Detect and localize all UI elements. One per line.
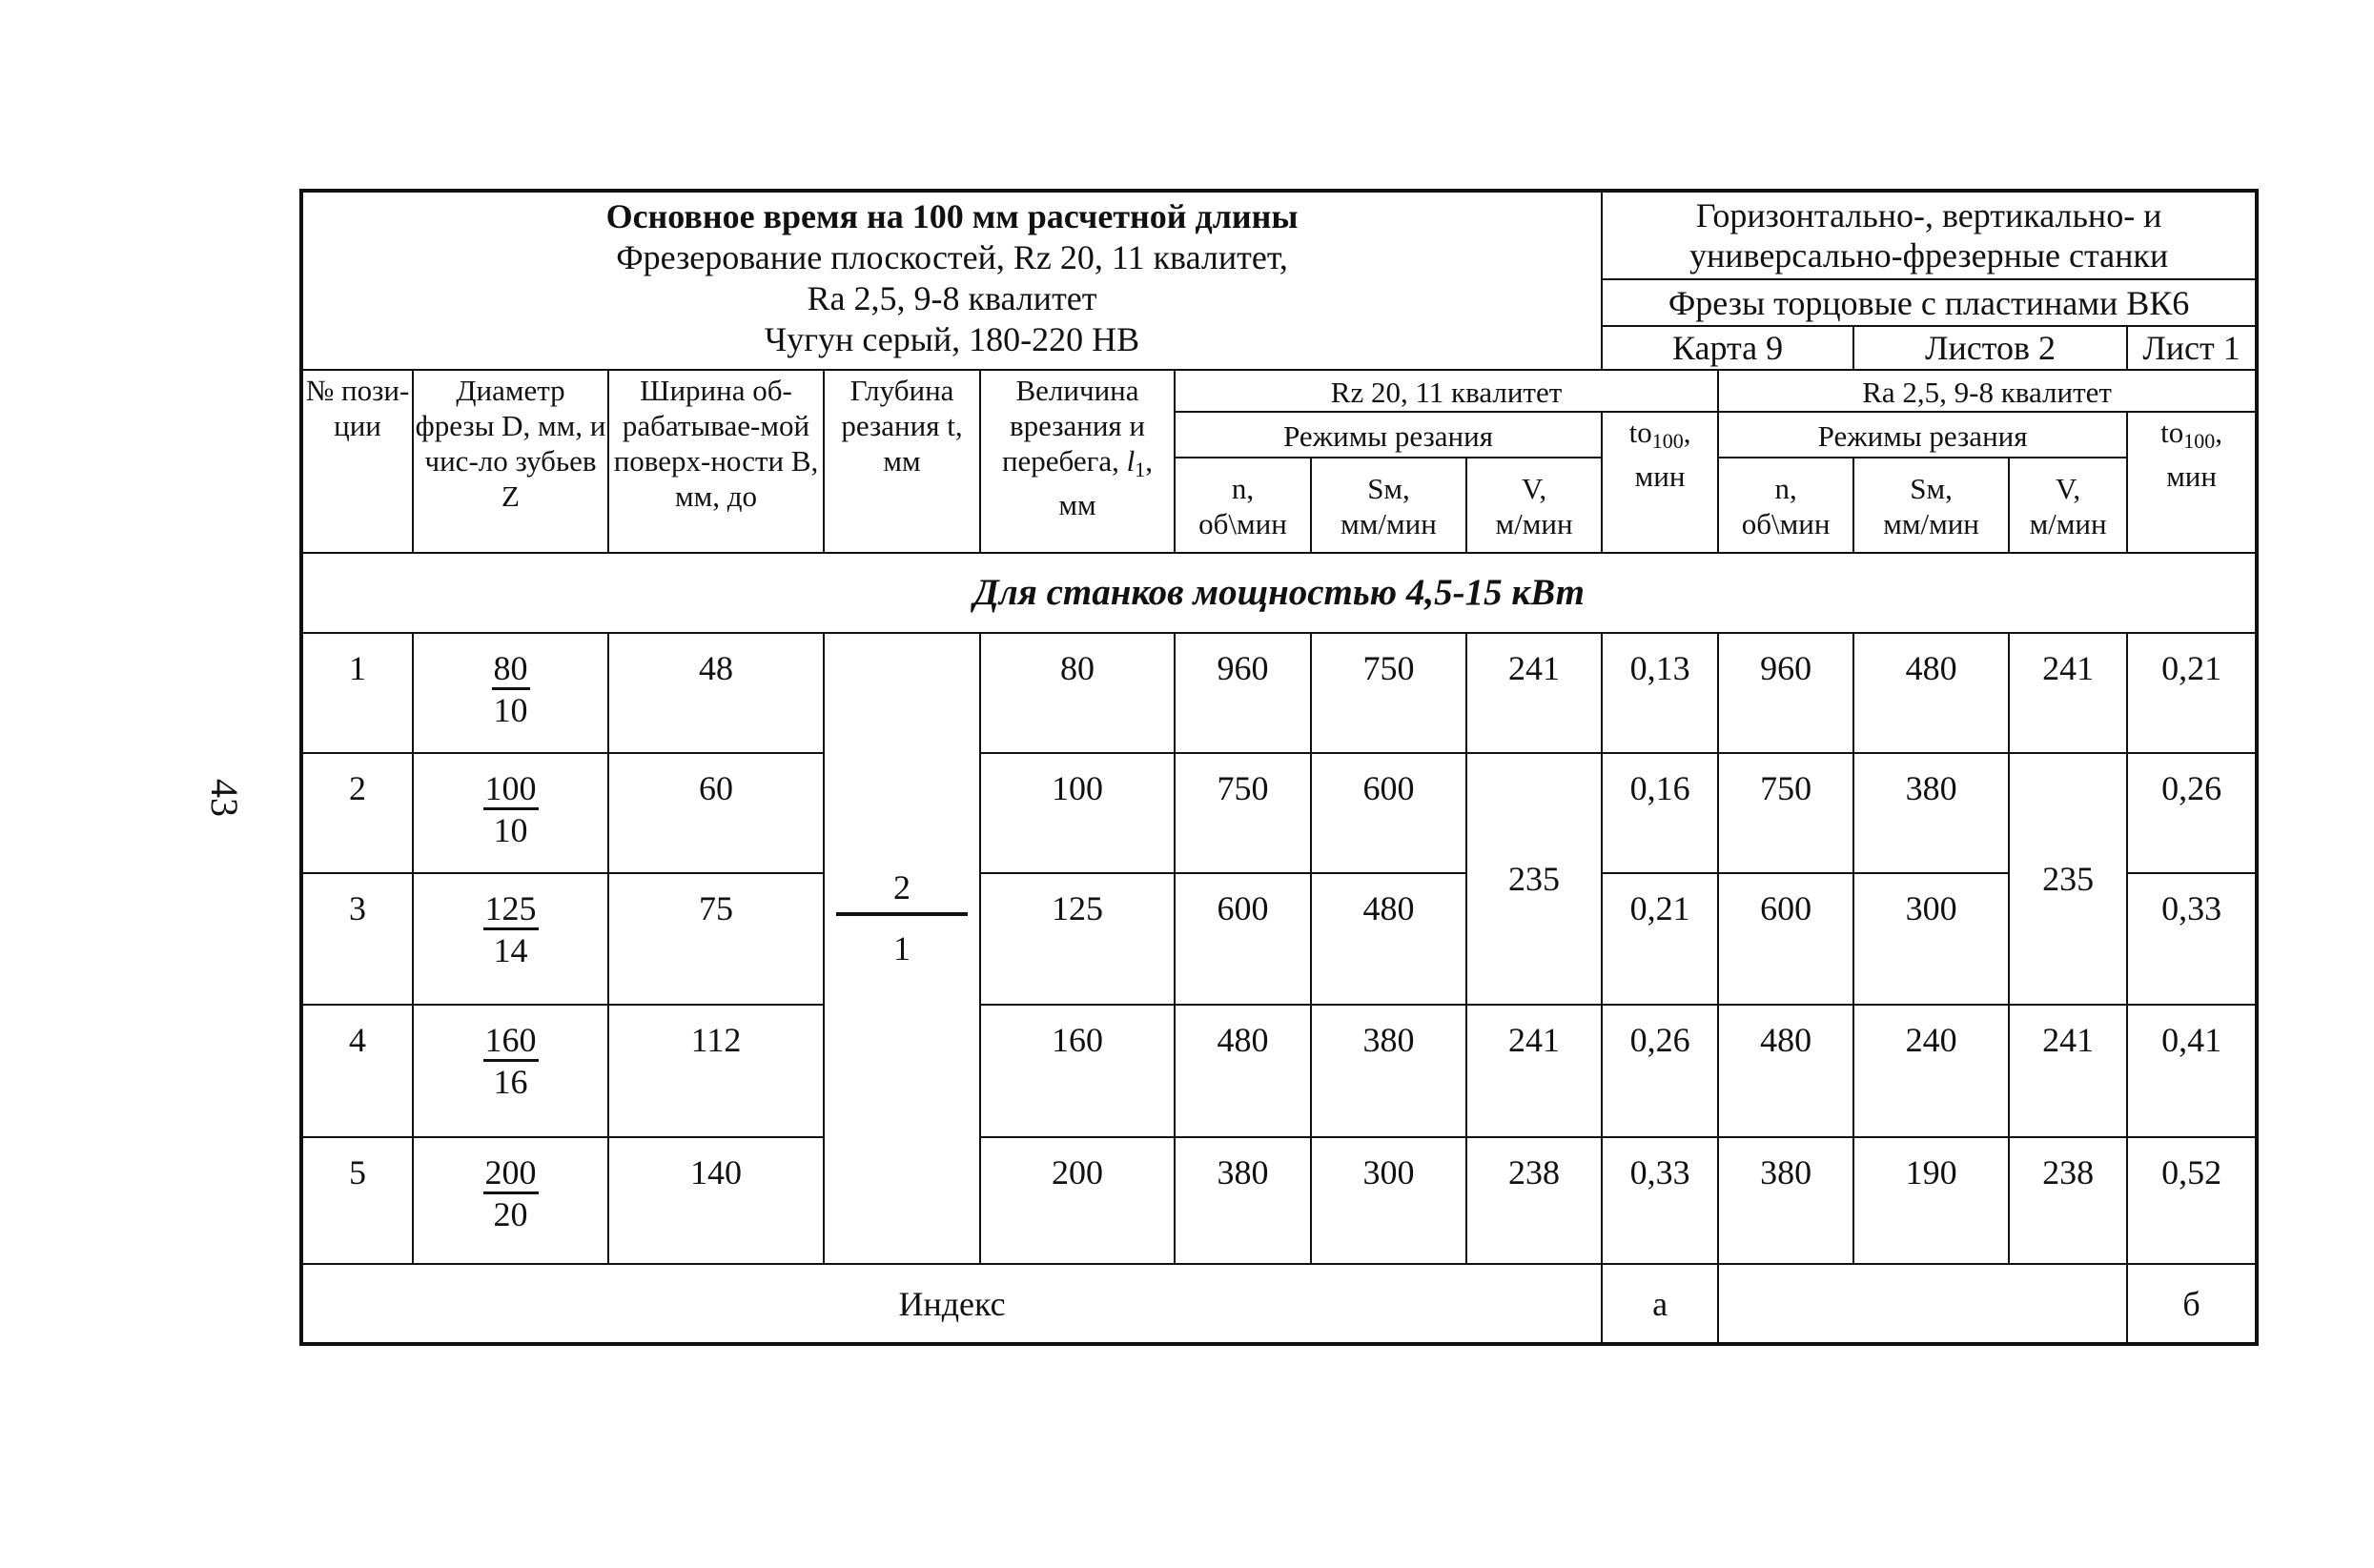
- to-rz-base: to: [1628, 416, 1652, 449]
- cell-pos: 5: [301, 1137, 413, 1264]
- v-rz-unit: м/мин: [1495, 507, 1573, 540]
- cell-to-rz20: 0,33: [1602, 1137, 1718, 1264]
- table-row: [301, 1137, 2257, 1264]
- cell-s-rz20: 480: [1311, 873, 1466, 1005]
- cell-depth: [824, 633, 980, 1264]
- cell-s-rz20: 600: [1311, 753, 1466, 873]
- cell-v-ra25-merged: 235: [2009, 753, 2127, 1005]
- index-a: а: [1602, 1264, 1718, 1344]
- title-line-4: Чугун серый, 180-220 НВ: [764, 320, 1140, 358]
- cell-n-rz20: 480: [1175, 1005, 1311, 1137]
- norm-card-table: [299, 189, 2259, 1346]
- teeth-value: 14: [493, 931, 528, 969]
- table-row: [301, 753, 2257, 873]
- cell-n-ra25: 960: [1718, 633, 1853, 753]
- title-line-1: Основное время на 100 мм расчетной длины: [605, 197, 1299, 235]
- cell-n-ra25: 750: [1718, 753, 1853, 873]
- col-approach-sub: 1: [1135, 458, 1146, 481]
- col-s-ra25: [1853, 458, 2009, 553]
- col-n-rz20: [1175, 458, 1311, 553]
- machine-types: Горизонтально-, вертикально- и универсально-фрезерные станки: [1602, 191, 2257, 279]
- col-v-rz20: [1466, 458, 1602, 553]
- table-row: [301, 873, 2257, 1005]
- cell-n-ra25: 600: [1718, 873, 1853, 1005]
- diameter-value: 80: [492, 649, 530, 690]
- col-s-rz20: [1311, 458, 1466, 553]
- cell-to-rz20: 0,16: [1602, 753, 1718, 873]
- modes-ra25: Режимы резания: [1718, 412, 2127, 458]
- cell-pos: 1: [301, 633, 413, 753]
- cell-width: 112: [608, 1005, 824, 1137]
- table-row: [301, 1005, 2257, 1137]
- cell-n-rz20: 380: [1175, 1137, 1311, 1264]
- cell-v-ra25: 241: [2009, 633, 2127, 753]
- cell-pos: 4: [301, 1005, 413, 1137]
- v-ra-unit: м/мин: [2029, 507, 2107, 540]
- col-approach-text: Величина врезания и перебега,: [1001, 374, 1146, 478]
- cell-width: 140: [608, 1137, 824, 1264]
- cell-to-ra25: 0,52: [2127, 1137, 2257, 1264]
- modes-rz20: Режимы резания: [1175, 412, 1602, 458]
- cell-to-ra25: 0,26: [2127, 753, 2257, 873]
- teeth-value: 20: [493, 1195, 528, 1233]
- cell-approach: 125: [980, 873, 1175, 1005]
- index-b: б: [2127, 1264, 2257, 1344]
- to-rz-sub: 100: [1651, 429, 1684, 453]
- cell-width: 48: [608, 633, 824, 753]
- cell-v-rz20-merged: 235: [1466, 753, 1602, 1005]
- col-to-ra25: $to_{100}$, мин: [2127, 412, 2257, 553]
- diameter-value: 200: [483, 1153, 539, 1194]
- cell-v-ra25: 238: [2009, 1137, 2127, 1264]
- cell-to-ra25: 0,21: [2127, 633, 2257, 753]
- title-line-3: Ra 2,5, 9-8 квалитет: [807, 279, 1097, 317]
- teeth-value: 10: [493, 811, 528, 849]
- index-empty: [1718, 1264, 2127, 1344]
- cell-diameter: [413, 753, 608, 873]
- diameter-value: 160: [483, 1021, 539, 1062]
- cell-to-ra25: 0,41: [2127, 1005, 2257, 1137]
- sheet-count: Листов 2: [1853, 326, 2127, 370]
- to-ra-base: to: [2160, 416, 2184, 449]
- cell-diameter: [413, 873, 608, 1005]
- col-diameter: Диаметр фрезы D, мм, и чис-ло зубьев Z: [413, 370, 608, 553]
- cell-v-rz20: 241: [1466, 1005, 1602, 1137]
- col-v-ra25: [2009, 458, 2127, 553]
- sheet-number: Лист 1: [2127, 326, 2257, 370]
- page-number: 43: [203, 779, 246, 817]
- diameter-value: 125: [483, 889, 539, 930]
- cell-width: 75: [608, 873, 824, 1005]
- cell-pos: 2: [301, 753, 413, 873]
- s-rz-unit: мм/мин: [1340, 507, 1437, 540]
- cell-to-rz20: 0,26: [1602, 1005, 1718, 1137]
- cell-to-ra25: 0,33: [2127, 873, 2257, 1005]
- teeth-value: 16: [493, 1063, 528, 1101]
- table-row: [301, 633, 2257, 753]
- diameter-value: 100: [483, 769, 539, 810]
- cell-v-ra25: 241: [2009, 1005, 2127, 1137]
- cell-s-ra25: 300: [1853, 873, 2009, 1005]
- card-number: Карта 9: [1602, 326, 1853, 370]
- cell-diameter: [413, 1137, 608, 1264]
- cell-n-rz20: 600: [1175, 873, 1311, 1005]
- to-rz-unit: мин: [1634, 459, 1686, 493]
- cell-to-rz20: 0,21: [1602, 873, 1718, 1005]
- cell-diameter: [413, 633, 608, 753]
- cell-n-rz20: 750: [1175, 753, 1311, 873]
- depth-value-top: 2: [836, 868, 968, 916]
- cell-pos: 3: [301, 873, 413, 1005]
- cell-s-rz20: 300: [1311, 1137, 1466, 1264]
- cell-n-ra25: 480: [1718, 1005, 1853, 1137]
- col-to-rz20: $to_{100}$, мин: [1602, 412, 1718, 553]
- cell-v-rz20: 238: [1466, 1137, 1602, 1264]
- section-title: Для станков мощностью 4,5-15 кВт: [301, 553, 2257, 633]
- col-n-ra25: [1718, 458, 1853, 553]
- col-approach: [980, 370, 1175, 553]
- cell-n-rz20: 960: [1175, 633, 1311, 753]
- n-rz-label: n,: [1231, 472, 1255, 505]
- cell-approach: 80: [980, 633, 1175, 753]
- cell-s-ra25: 190: [1853, 1137, 2009, 1264]
- col-approach-symbol: l: [1126, 444, 1136, 478]
- s-ra-unit: мм/мин: [1883, 507, 1979, 540]
- teeth-value: 10: [493, 691, 528, 729]
- cell-s-ra25: 380: [1853, 753, 2009, 873]
- col-width: Ширина об-рабатывае-мой поверх-ности В, мм, до: [608, 370, 824, 553]
- v-ra-label: V,: [2056, 472, 2081, 505]
- v-rz-label: V,: [1521, 472, 1547, 505]
- cutter-types: Фрезы торцовые с пластинами ВК6: [1602, 279, 2257, 326]
- card-title: [301, 191, 1602, 370]
- cell-s-ra25: 480: [1853, 633, 2009, 753]
- cell-approach: 200: [980, 1137, 1175, 1264]
- depth-value-bottom: 1: [893, 929, 911, 967]
- cell-n-ra25: 380: [1718, 1137, 1853, 1264]
- cell-diameter: [413, 1005, 608, 1137]
- col-position: № пози-ции: [301, 370, 413, 553]
- group-ra25: Ra 2,5, 9-8 квалитет: [1718, 370, 2257, 412]
- s-ra-label: Sм,: [1910, 472, 1953, 505]
- cell-s-ra25: 240: [1853, 1005, 2009, 1137]
- s-rz-label: Sм,: [1367, 472, 1410, 505]
- cell-s-rz20: 380: [1311, 1005, 1466, 1137]
- cell-approach: 160: [980, 1005, 1175, 1137]
- to-ra-unit: мин: [2166, 459, 2217, 493]
- n-ra-label: n,: [1774, 472, 1797, 505]
- cell-to-rz20: 0,13: [1602, 633, 1718, 753]
- cell-approach: 100: [980, 753, 1175, 873]
- title-line-2: Фрезерование плоскостей, Rz 20, 11 квалитет,: [616, 238, 1288, 276]
- n-ra-unit: об\мин: [1741, 507, 1831, 540]
- group-rz20: Rz 20, 11 квалитет: [1175, 370, 1718, 412]
- n-rz-unit: об\мин: [1198, 507, 1287, 540]
- col-approach-unit: , мм: [1058, 444, 1154, 521]
- index-label: Индекс: [301, 1264, 1602, 1344]
- col-depth: Глубина резания t, мм: [824, 370, 980, 553]
- cell-width: 60: [608, 753, 824, 873]
- to-ra-sub: 100: [2183, 429, 2216, 453]
- cell-v-rz20: 241: [1466, 633, 1602, 753]
- cell-s-rz20: 750: [1311, 633, 1466, 753]
